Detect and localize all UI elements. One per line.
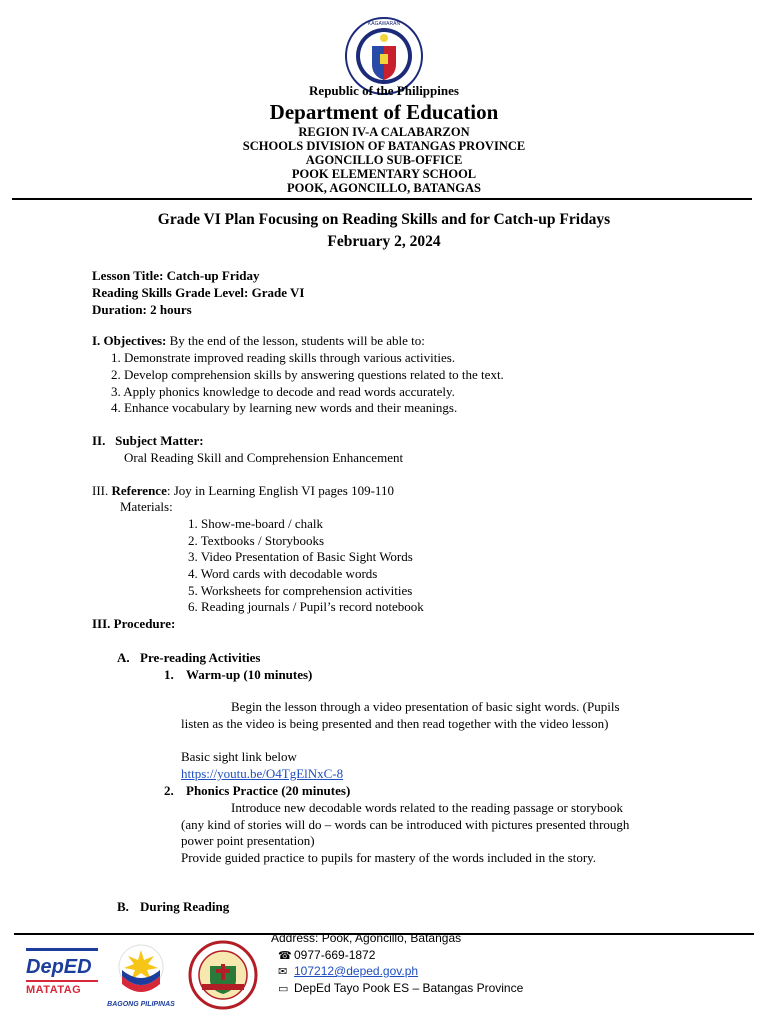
phonics-text: Provide guided practice to pupils for mastery of the words included in the story.	[181, 850, 597, 865]
objectives-label: I. Objectives:	[92, 333, 167, 348]
deped-matatag-logo	[26, 948, 98, 1006]
matatag-logo-text: MATATAG	[26, 984, 82, 996]
warmup-heading: Warm-up (10 minutes)	[186, 667, 313, 682]
address-line: POOK, AGONCILLO, BATANGAS	[286, 181, 481, 195]
material-item: 6. Reading journals / Pupil’s record notebook	[188, 599, 424, 614]
material-item: 4. Word cards with decodable words	[188, 566, 378, 581]
footer-address: Address: Pook, Agoncillo, Batangas	[271, 931, 462, 945]
region-line: REGION IV-A CALABARZON	[298, 125, 470, 139]
material-item: 2. Textbooks / Storybooks	[188, 533, 325, 548]
division-line: SCHOOLS DIVISION OF BATANGAS PROVINCE	[242, 139, 526, 153]
bagong-pilipinas-text: BAGONG PILIPINAS	[107, 1001, 175, 1008]
grade-level: Reading Skills Grade Level: Grade VI	[92, 285, 305, 300]
pook-es-seal-logo	[188, 940, 258, 1010]
subject-matter-text: Oral Reading Skill and Comprehension Enhancement	[124, 450, 404, 465]
pre-reading-heading: Pre-reading Activities	[140, 650, 261, 665]
material-item: 1. Show-me-board / chalk	[188, 516, 324, 531]
during-reading-heading: During Reading	[140, 899, 230, 914]
sight-words-video-link[interactable]: https://youtu.be/O4TgElNxC-8	[181, 766, 344, 781]
warmup-marker: 1.	[164, 667, 174, 682]
objectives-heading	[92, 333, 425, 350]
material-item: 5. Worksheets for comprehension activities	[188, 583, 413, 598]
bagong-pilipinas-logo	[106, 942, 176, 1008]
sight-link-label: Basic sight link below	[181, 749, 297, 764]
phonics-text: (any kind of stories will do – words can be introduced with pictures presented through	[181, 817, 630, 832]
duration: Duration: 2 hours	[92, 302, 192, 317]
republic-line: Republic of the Philippines	[309, 83, 459, 98]
footer-phone-row	[278, 947, 375, 964]
reference-label: Reference	[111, 483, 167, 498]
phonics-marker: 2.	[164, 783, 174, 798]
deped-logo-text: DepED	[26, 956, 92, 978]
phonics-heading: Phonics Practice (20 minutes)	[186, 783, 351, 798]
phone-icon: ☎	[278, 950, 292, 962]
reference-text: : Joy in Learning English VI pages 109-110	[166, 483, 394, 498]
svg-text:KAGAWARAN: KAGAWARAN	[367, 21, 401, 27]
material-item: 3. Video Presentation of Basic Sight Words	[188, 549, 413, 564]
footer-phone: 0977-669-1872	[294, 948, 376, 962]
document-date: February 2, 2024	[327, 233, 441, 250]
footer-facebook-row	[278, 980, 523, 997]
envelope-icon: ✉	[278, 966, 288, 978]
header-divider	[12, 198, 752, 200]
procedure-heading: III. Procedure:	[92, 616, 176, 631]
materials-label: Materials:	[120, 499, 173, 514]
suboffice-line: AGONCILLO SUB-OFFICE	[305, 153, 463, 167]
objective-item: 3. Apply phonics knowledge to decode and read words accurately.	[111, 384, 455, 399]
warmup-text: listen as the video is being presented and then read together with the video lesson)	[181, 716, 609, 731]
document-title: Grade VI Plan Focusing on Reading Skills and for Catch-up Fridays	[157, 211, 611, 228]
reference-line	[92, 483, 394, 500]
bagong-pilipinas-emblem-icon	[106, 942, 176, 996]
subject-matter-heading: II. Subject Matter:	[92, 433, 204, 448]
section-b-marker: B.	[117, 899, 129, 914]
school-line: POOK ELEMENTARY SCHOOL	[291, 167, 477, 181]
phonics-text: power point presentation)	[181, 833, 315, 848]
reference-prefix: III.	[92, 483, 112, 498]
objective-item: 2. Develop comprehension skills by answering questions related to the text.	[111, 367, 504, 382]
objective-item: 1. Demonstrate improved reading skills through various activities.	[111, 350, 456, 365]
section-a-marker: A.	[117, 650, 130, 665]
footer-email-link[interactable]: 107212@deped.gov.ph	[294, 964, 419, 978]
footer-email-row	[278, 963, 418, 980]
warmup-text: Begin the lesson through a video presentation of basic sight words. (Pupils	[231, 699, 620, 714]
laptop-icon: ▭	[278, 983, 289, 995]
department-title: Department of Education	[269, 100, 499, 124]
footer-facebook: DepEd Tayo Pook ES – Batangas Province	[294, 981, 524, 995]
lesson-title: Lesson Title: Catch-up Friday	[92, 268, 260, 283]
objectives-intro: By the end of the lesson, students will be able to:	[166, 333, 425, 348]
objective-item: 4. Enhance vocabulary by learning new words and their meanings.	[111, 400, 458, 415]
phonics-text: Introduce new decodable words related to the reading passage or storybook	[231, 800, 624, 815]
